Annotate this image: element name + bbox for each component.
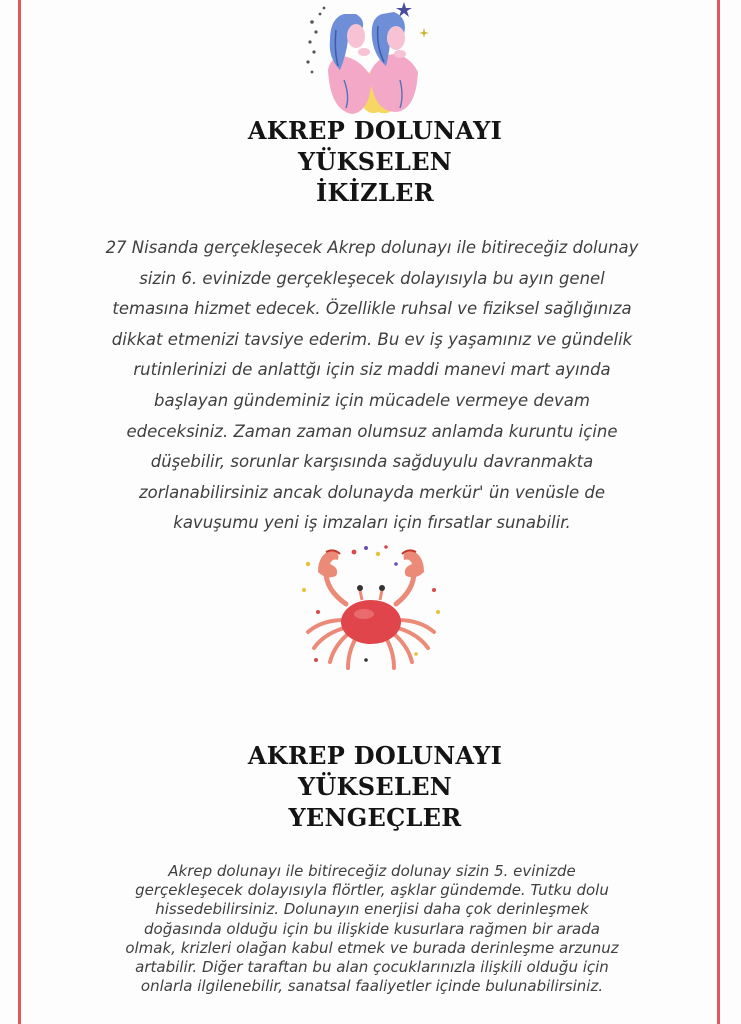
page-border-left (18, 0, 21, 1024)
page-border-right (717, 0, 720, 1024)
paragraph-ikizler (52, 233, 692, 539)
paragraph-line: artabilir. Diğer taraftan bu alan çocuklarınızla ilişkili olduğu için (135, 958, 609, 977)
heading-yengecler (40, 740, 710, 833)
paragraph-line: edeceksiniz. Zaman zaman olumsuz anlamda kuruntu içine (126, 421, 618, 441)
paragraph-line: dikkat etmenizi tavsiye ederim. Bu ev iş yaşamınız ve gündelik (111, 329, 633, 349)
cancer-crab-icon (296, 542, 446, 674)
paragraph-line: rutinlerinizi de anlattğı için siz maddi manevi mart ayında (133, 360, 611, 380)
paragraph-yengecler (52, 862, 692, 996)
paragraph-line: hissedebilirsiniz. Dolunayın enerjisi daha çok derinleşmek (155, 900, 589, 919)
heading-ikizler (40, 115, 710, 208)
heading-line: YÜKSELEN (297, 772, 453, 801)
paragraph-line: gerçekleşecek dolayısıyla flörtler, aşklar gündemde. Tutku dolu (135, 881, 609, 900)
gemini-twins-icon (300, 0, 440, 122)
paragraph-line: başlayan gündeminiz için mücadele vermeye devam (154, 390, 590, 410)
paragraph-line: olmak, krizleri olağan kabul etmek ve burada derinleşme arzunuz (125, 938, 619, 957)
paragraph-line: düşebilir, sorunlar karşısında sağduyulu davranmakta (150, 452, 594, 472)
heading-line: YENGEÇLER (288, 803, 462, 832)
paragraph-line: zorlanabilirsiniz ancak dolunayda merkür' ün venüsle de (138, 482, 606, 502)
heading-line: İKİZLER (315, 178, 435, 207)
paragraph-line: onlarla ilgilenebilir, sanatsal faaliyetler içinde bulunabilirsiniz. (140, 977, 604, 996)
heading-line: AKREP DOLUNAYI (247, 116, 503, 145)
paragraph-line: kavuşumu yeni iş imzaları için fırsatlar sunabilir. (173, 513, 571, 533)
paragraph-line: temasına hizmet edecek. Özellikle ruhsal ve fiziksel sağlığınıza (112, 299, 632, 319)
paragraph-line: doğasında olduğu için bu ilişkide kusurlara rağmen bir arada (144, 919, 600, 938)
heading-line: YÜKSELEN (297, 147, 453, 176)
paragraph-line: sizin 6. evinizde gerçekleşecek dolayısıyla bu ayın genel (139, 268, 605, 288)
heading-line: AKREP DOLUNAYI (247, 741, 503, 770)
paragraph-line: 27 Nisanda gerçekleşecek Akrep dolunayı ile bitireceğiz dolunay (105, 238, 639, 257)
paragraph-line: Akrep dolunayı ile bitireceğiz dolunay sizin 5. evinizde (168, 862, 576, 880)
